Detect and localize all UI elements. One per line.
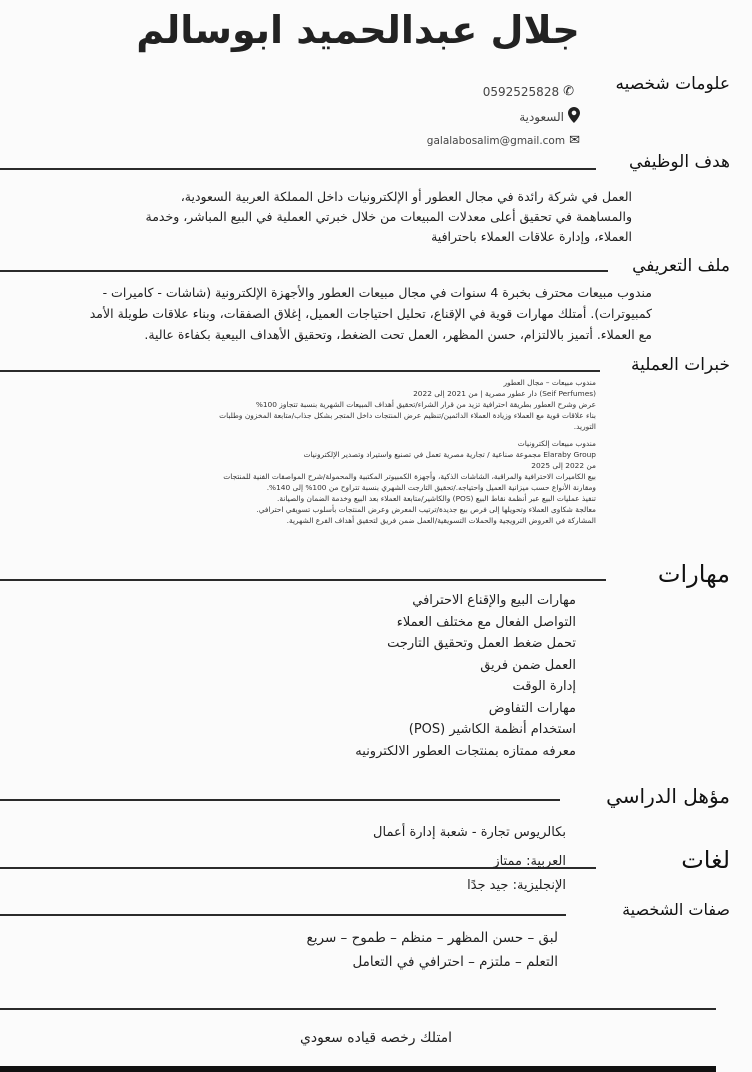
section-divider	[0, 270, 608, 272]
section-title-languages: لغات	[681, 846, 730, 874]
skill-item: معرفه ممتازه بمنتجات العطور الالكترونيه	[355, 743, 576, 759]
traits-list	[307, 926, 558, 974]
profile-line: مندوب مبيعات محترف بخبرة 4 سنوات في مجال مبيعات العطور والأجهزة الإلكترونية (شاشات - كاميرات -	[102, 285, 652, 300]
phone-icon: ✆	[563, 84, 574, 99]
section-divider	[0, 1008, 716, 1010]
education-item: بكالريوس تجارة - شعبة إدارة أعمال	[373, 825, 566, 840]
section-title-profile: ملف التعريفي	[632, 256, 730, 276]
experience-line: من 2022 إلى 2025	[531, 461, 596, 470]
email-text: galalabosalim@gmail.com	[426, 134, 566, 147]
section-divider	[0, 579, 606, 581]
skill-item: مهارات التفاوض	[488, 700, 576, 716]
section-divider	[0, 799, 560, 801]
profile-text	[2, 282, 652, 345]
experience-line: مندوب مبيعات – مجال العطور	[503, 378, 596, 387]
language-item: العربية: ممتاز	[493, 854, 566, 869]
section-title-education: مؤهل الدراسي	[606, 784, 730, 808]
traits-line: التعلم – ملتزم – احترافي في التعامل	[352, 954, 558, 970]
section-divider	[0, 914, 566, 916]
skill-item: استخدام أنظمة الكاشير (POS)	[408, 722, 576, 737]
experience-list	[6, 377, 596, 526]
experience-line: بيع الكاميرات الاحترافية والمراقبة، الشاشات الذكية، وأجهزة الكمبيوتر المكتبية والمحمولة/شرح المواصفات الفنية للمنتجات	[223, 472, 596, 481]
traits-line: لبق – حسن المظهر – منظم – طموح – سريع	[306, 930, 558, 946]
profile-line: كمبيوترات). أمتلك مهارات قوية في الإقناع، تحليل احتياجات العميل، إغلاق الصفقات، وبناء علاقات طويلة الأمد	[89, 306, 652, 321]
location-text: السعودية	[519, 110, 564, 124]
objective-line: العملاء، وإدارة علاقات العملاء باحترافية	[431, 229, 632, 244]
experience-line: ومقارنة الأنواع حسب ميزانية العميل واحتياجه./تحقيق التارجت الشهري بنسبة تتراوح من 100% إلى 140%.	[266, 483, 596, 492]
objective-line: والمساهمة في تحقيق أعلى معدلات المبيعات من خلال خبرتي العملية في البيع المباشر، وخدمة	[145, 209, 632, 224]
skill-item: التواصل الفعال مع مختلف العملاء	[396, 614, 576, 630]
experience-line: تنفيذ عمليات البيع عبر أنظمة نقاط البيع (POS) والكاشير/متابعة العملاء بعد البيع وخدمة الضمان والصيانة.	[277, 494, 596, 503]
section-divider	[0, 370, 600, 372]
section-title-personal: علومات شخصيه	[615, 74, 730, 94]
driving-license-note: امتلك رخصه قياده سعودي	[299, 1030, 453, 1046]
languages-list	[467, 850, 566, 898]
experience-line: (Seif Perfumes) دار عطور مصرية | من 2021 إلى 2022	[413, 389, 596, 398]
skill-item: العمل ضمن فريق	[480, 657, 576, 673]
section-title-experience: خبرات العملية	[631, 355, 730, 375]
experience-line: المشاركة في العروض الترويجية والحملات التسويقية/العمل ضمن فريق لتحقيق أهداف الفرع الشهرية.	[286, 516, 596, 525]
email-icon: ✉	[569, 133, 580, 148]
section-title-skills: مهارات	[657, 560, 730, 588]
section-title-traits: صفات الشخصية	[622, 900, 730, 919]
experience-line: معالجة شكاوى العملاء وتحويلها إلى فرص بيع جديدة/ترتيب المعرض وعرض المنتجات بأسلوب تسويقي احترافي.	[256, 505, 596, 514]
skills-list	[355, 590, 576, 762]
skill-item: تحمل ضغط العمل وتحقيق التارجت	[387, 636, 576, 651]
experience-line: بناء علاقات قوية مع العملاء وزيادة العملاء الدائمين/تنظيم عرض المنتجات داخل المتجر بشكل جذاب/متابعة المخزون وطلبات	[219, 411, 596, 420]
objective-text	[32, 187, 632, 247]
experience-line: مندوب مبيعات إلكترونيات	[517, 439, 596, 448]
full-name: جلال عبدالحميد ابوسالم	[136, 8, 580, 52]
experience-line: Elaraby Group مجموعة صناعية / تجارية مصرية تعمل في تصنيع واستيراد وتصدير الإلكترونيات	[303, 450, 596, 459]
experience-line: التوريد.	[573, 422, 596, 431]
phone-row	[483, 84, 574, 99]
location-row	[519, 107, 580, 127]
phone-text: 0592525828	[482, 84, 560, 99]
skill-item: مهارات البيع والإقناع الاحترافي	[412, 593, 576, 608]
footer-bar	[0, 1066, 716, 1072]
education-text	[373, 822, 566, 844]
email-row	[427, 133, 580, 148]
language-item: الإنجليزية: جيد جدًا	[467, 878, 566, 893]
experience-line: عرض وشرح العطور بطريقة احترافية تزيد من قرار الشراء/تحقيق أهداف المبيعات الشهرية بنسبة تتجاوز 100%	[255, 400, 596, 409]
skill-item: إدارة الوقت	[512, 679, 576, 694]
section-divider	[0, 168, 596, 170]
profile-line: مع العملاء. أتميز بالالتزام، حسن المظهر، العمل تحت الضغط، وتحقيق الأهداف البيعية بكفاءة عالية.	[144, 327, 652, 342]
objective-line: العمل في شركة رائدة في مجال العطور أو الإلكترونيات داخل المملكة العربية السعودية،	[180, 189, 632, 204]
section-title-objective: هدف الوظيفي	[628, 152, 730, 172]
location-pin-icon	[568, 107, 580, 127]
